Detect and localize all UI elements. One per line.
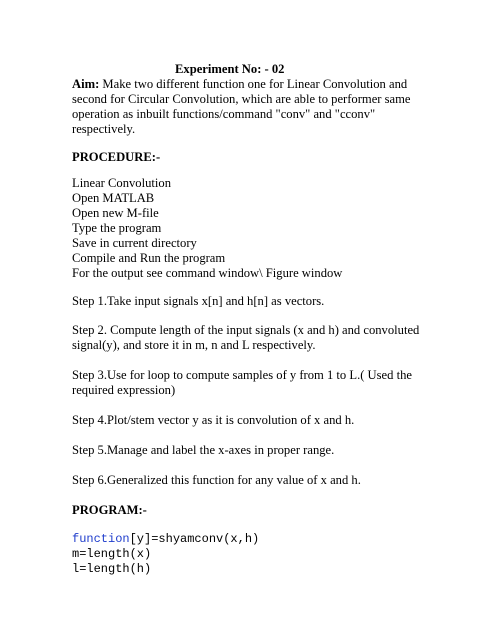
procedure-line: Compile and Run the program [72, 251, 226, 265]
experiment-title: Experiment No: - 02 [175, 62, 285, 76]
procedure-line: Save in current directory [72, 236, 197, 250]
aim-paragraph [72, 77, 424, 137]
step-4: Step 4.Plot/stem vector y as it is convolution of x and h. [72, 413, 355, 427]
program-heading: PROGRAM:- [72, 503, 147, 517]
procedure-line: Open MATLAB [72, 191, 155, 205]
code-keyword-function: function [72, 532, 130, 546]
code-line-3: l=length(h) [72, 562, 152, 576]
step-5: Step 5.Manage and label the x-axes in proper range. [72, 443, 335, 457]
procedure-line: Type the program [72, 221, 162, 235]
step-6: Step 6.Generalized this function for any value of x and h. [72, 473, 361, 487]
step-1: Step 1.Take input signals x[n] and h[n] as vectors. [72, 294, 325, 308]
procedure-line: Open new M-file [72, 206, 159, 220]
aim-label: Aim: [72, 77, 100, 91]
aim-text: Make two different function one for Linear Convolution and second for Circular Convolution, which are able to performer same operation as inbuilt functions/command "conv" and "cconv" respectively. [72, 77, 411, 136]
procedure-heading: PROCEDURE:- [72, 150, 161, 164]
code-line-1 [72, 532, 259, 547]
step-2: Step 2. Compute length of the input signals (x and h) and convoluted signal(y), and store it in m, n and L respectively. [72, 323, 420, 352]
procedure-line: For the output see command window\ Figure window [72, 266, 343, 280]
code-line-2: m=length(x) [72, 547, 152, 561]
procedure-line: Linear Convolution [72, 176, 171, 190]
step-3: Step 3.Use for loop to compute samples of y from 1 to L.( Used the required expression) [72, 368, 412, 397]
code-line-1-rest: [y]=shyamconv(x,h) [129, 532, 260, 546]
